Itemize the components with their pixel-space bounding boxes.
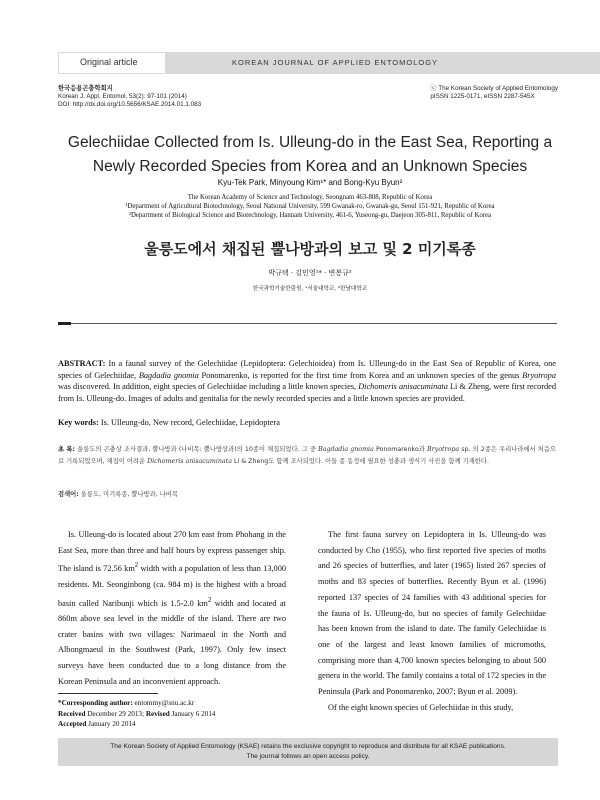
citation: Korean J. Appl. Entomol. 53(2): 97-101 (2014) (58, 93, 187, 100)
korean-affiliation: 한국과학기술한림원, ¹서울대학교, ²한남대학교 (252, 286, 368, 292)
korean-keywords: 검색어: 울릉도, 미기록종, 뿔나방과, 나비목 (58, 491, 178, 498)
received-revised: Received December 29 2013; Revised January 6 2014 (58, 709, 216, 718)
korean-title: 울릉도에서 채집된 뿔나방과의 보고 및 2 미기록종 (144, 240, 476, 258)
issn-text: pISSN 1225-0171, eISSN 2287-545X (430, 93, 535, 100)
authors: Kyu-Tek Park, Minyoung Kim¹* and Bong-Kyu Byun² (217, 178, 403, 187)
corresponding-author: *Corresponding author: entommy@snu.ac.kr (58, 699, 195, 707)
journal-korean: 한국응용곤충학회지 (58, 85, 113, 92)
keywords: Key words: Is. Ulleung-do, New record, Gelechiidae, Lepidoptera (58, 418, 280, 427)
corresponding-email[interactable]: entommy@snu.ac.kr (132, 699, 195, 707)
korean-keywords-label: 검색어: (58, 491, 79, 498)
title-line-1: Gelechiidae Collected from Is. Ulleung-do in the East Sea, Reporting a (67, 134, 553, 151)
body-column-right (318, 527, 546, 715)
section-rule-accent (58, 322, 71, 325)
abstract-label: ABSTRACT: (58, 359, 106, 368)
affiliation-0: The Korean Academy of Science and Technology, Seongnam 463-808, Republic of Korea (187, 194, 433, 201)
doi-link[interactable]: DOI: http://dx.doi.org/10.5656/KSAE.2014.01.1.083 (58, 101, 202, 108)
footnote (58, 698, 216, 730)
body-column-left (58, 527, 286, 690)
copyright-text: ⓒ The Korean Society of Applied Entomology (430, 85, 558, 92)
body-paragraph: Of the eight known species of Gelechiidae in this study, (328, 702, 514, 712)
body-paragraph: Is. Ulleung-do is located about 270 km east from Phohang in the East Sea, more than three and half hours by express passenger ship. The island is 72.56 $km^2$ width with a population of less than 13,000 residents. Mt. Seonginbong (ca. 984 m) is the highest with a broad basin called Naribunji which is 1.5-2.0 $km^2$ width and located at 860m above sea level in the middle of the island. There are two crater basins with two villages: Narimaeul in the North and Albongmaeul in the Southwest (Park, 1997). Only few insect surveys have been conducted due to a long distance from the Korean Peninsula and an inconvenient approach. (58, 530, 287, 686)
korean-abstract-label: 초 록: (58, 446, 75, 453)
korean-authors: 박규택 · 김민영¹* · 변봉규² (268, 269, 352, 277)
affiliation-1: ¹Department of Agricultural Biotechnology, Seoul National University, 599 Gwanak-ro, Gwanak-gu, Seoul 151-921, Republic of Korea (125, 203, 495, 210)
accepted: Accepted January 20 2014 (58, 720, 136, 728)
affiliations (50, 193, 570, 220)
keywords-label: Key words: (58, 418, 99, 427)
title-line-2: Newly Recorded Species from Korea and an Unknown Species (92, 158, 528, 175)
abstract: ABSTRACT: In a faunal survey of the Gelechiidae (Lepidoptera: Gelechioidea) from Is. Ulleung-do in the East Sea of Republic of Korea, one species of Gelechiidae, Bagdadia gnomia Ponomarenko, is reported for the first time from Korea and an unknown species of the genus Bryotropa was discovered. In addition, eight species of Gelechiidae including a little known species, Dichomeris anisacuminata Li & Zheng, were first recorded from Is. Ulleung-do. Images of adults and genitalia for the newly recorded species and a little known species are provided. (58, 359, 556, 403)
footer-line-1: The Korean Society of Applied Entomology (KSAE) retains the exclusive copyright to reproduce and distribute for all KSAE publications. (110, 743, 506, 750)
footer-line-2: The journal follows an open access policy. (246, 753, 370, 760)
paper-title (50, 131, 570, 179)
article-type: Original article (80, 57, 138, 67)
affiliation-2: ²Department of Biological Science and Biotechnology, Hannam University, 461-6, Yuseong-gu, Daejeon 305-811, Republic of Korea (128, 212, 492, 219)
section-rule (71, 323, 557, 324)
citation-block (58, 85, 201, 109)
body-paragraph: The first fauna survey on Lepidoptera in Is. Ulleung-do was conducted by Cho (1955), who first reported five species of moths and 26 species of butterflies, and later (1965) listed 267 species of moths and 83 species of butterflies. Recently Byun et al. (1996) reported 137 species of 24 families with 43 additional species for the fauna of Is. Ulleung-do, but no species of family Gelechiidae has been known from the island to date. The family Gelechiidae is one of the largest and least known families of micromoths, comprising more than 4,700 known species belonging to about 500 genera in the world. The family contains a total of 172 species in the Peninsula (Park and Ponomarenko, 2007; Byun et al. 2009). (318, 530, 546, 697)
footnote-rule (58, 693, 158, 694)
journal-name: KOREAN JOURNAL OF APPLIED ENTOMOLOGY (232, 58, 439, 67)
korean-abstract: 초 록: 울릉도의 곤충상 조사결과, 뿔나방과 (나비목: 뿔나방상과)의 10종이 채집되었다. 그 중 Bagdadia gnomia Ponomarenko과 Bryotropa sp. 의 2종은 우리나라에서 처음으로 기록되었으며, 채집이 어려운 Dichomeris anisacuminata Li & Zheng도 함께 조사되었다. 이들 종 동정에 필요한 성충과 생식기 사진을 함께 기재한다. (58, 446, 556, 465)
copyright-footer (58, 738, 558, 766)
copyright-block (430, 85, 558, 101)
